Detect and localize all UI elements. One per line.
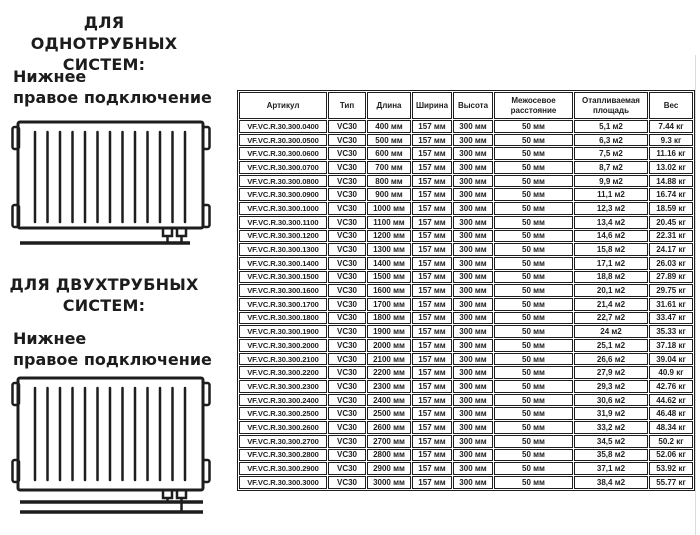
cell-length: 400 мм [367,120,411,133]
cell-length: 1600 мм [367,284,411,297]
cell-weight: 27.89 кг [649,271,693,284]
cell-type: VC30 [328,380,366,393]
cell-width: 157 мм [412,449,452,462]
cell-axis-distance: 50 мм [494,449,573,462]
header-height: Высота [453,92,493,119]
cell-weight: 35.33 кг [649,325,693,338]
cell-article: VF.VC.R.30.300.1600 [239,284,327,297]
cell-type: VC30 [328,435,366,448]
cell-axis-distance: 50 мм [494,366,573,379]
cell-type: VC30 [328,421,366,434]
cell-width: 157 мм [412,257,452,270]
cell-type: VC30 [328,134,366,147]
cell-weight: 29.75 кг [649,284,693,297]
table-row [239,230,693,243]
cell-type: VC30 [328,325,366,338]
table-row [239,325,693,338]
cell-height: 300 мм [453,284,493,297]
cell-length: 2200 мм [367,366,411,379]
cell-height: 300 мм [453,271,493,284]
cell-width: 157 мм [412,353,452,366]
section2-title [8,274,200,316]
cell-length: 3000 мм [367,476,411,489]
table-row [239,271,693,284]
cell-length: 1000 мм [367,202,411,215]
table-row [239,284,693,297]
cell-article: VF.VC.R.30.300.2100 [239,353,327,366]
cell-length: 1300 мм [367,243,411,256]
cell-article: VF.VC.R.30.300.1500 [239,271,327,284]
cell-height: 300 мм [453,175,493,188]
cell-heated-area: 17,1 м2 [574,257,648,270]
cell-width: 157 мм [412,312,452,325]
cell-article: VF.VC.R.30.300.2300 [239,380,327,393]
cell-heated-area: 18,8 м2 [574,271,648,284]
cell-length: 2700 мм [367,435,411,448]
cell-heated-area: 38,4 м2 [574,476,648,489]
cell-length: 2100 мм [367,353,411,366]
cell-article: VF.VC.R.30.300.2600 [239,421,327,434]
cell-weight: 42.76 кг [649,380,693,393]
table-row [239,175,693,188]
cell-axis-distance: 50 мм [494,312,573,325]
cell-height: 300 мм [453,147,493,160]
table-row [239,243,693,256]
cell-length: 1200 мм [367,230,411,243]
cell-article: VF.VC.R.30.300.1700 [239,298,327,311]
cell-width: 157 мм [412,476,452,489]
cell-weight: 48.34 кг [649,421,693,434]
cell-height: 300 мм [453,312,493,325]
cell-type: VC30 [328,339,366,352]
cell-article: VF.VC.R.30.300.0400 [239,120,327,133]
cell-height: 300 мм [453,353,493,366]
cell-weight: 46.48 кг [649,407,693,420]
table-row [239,147,693,160]
table-row [239,380,693,393]
cell-length: 1100 мм [367,216,411,229]
cell-weight: 9.3 кг [649,134,693,147]
cell-axis-distance: 50 мм [494,435,573,448]
cell-width: 157 мм [412,462,452,475]
section2-connection-line2: правое подключение [13,350,212,369]
cell-axis-distance: 50 мм [494,216,573,229]
cell-axis-distance: 50 мм [494,380,573,393]
radiator-two-pipe-diagram [10,374,215,519]
section1-title-line2: СИСТЕМ: [62,55,146,74]
cell-width: 157 мм [412,202,452,215]
cell-type: VC30 [328,257,366,270]
specs-table-container [237,90,693,491]
cell-article: VF.VC.R.30.300.1400 [239,257,327,270]
cell-width: 157 мм [412,120,452,133]
cell-heated-area: 11,1 м2 [574,188,648,201]
cell-height: 300 мм [453,188,493,201]
cell-type: VC30 [328,462,366,475]
cell-article: VF.VC.R.30.300.0800 [239,175,327,188]
cell-type: VC30 [328,202,366,215]
cell-width: 157 мм [412,230,452,243]
cell-article: VF.VC.R.30.300.0700 [239,161,327,174]
cell-axis-distance: 50 мм [494,147,573,160]
cell-heated-area: 6,3 м2 [574,134,648,147]
header-heated-area: Отапливаемая площадь [574,92,648,119]
cell-width: 157 мм [412,188,452,201]
cell-heated-area: 5,1 м2 [574,120,648,133]
cell-length: 900 мм [367,188,411,201]
left-panel [0,0,232,535]
cell-type: VC30 [328,449,366,462]
cell-article: VF.VC.R.30.300.0600 [239,147,327,160]
cell-axis-distance: 50 мм [494,284,573,297]
header-width: Ширина [412,92,452,119]
cell-article: VF.VC.R.30.300.1300 [239,243,327,256]
section2-connection-label [13,328,212,370]
cell-axis-distance: 50 мм [494,202,573,215]
cell-article: VF.VC.R.30.300.0500 [239,134,327,147]
header-axis-distance: Межосевое расстояние [494,92,573,119]
cell-axis-distance: 50 мм [494,188,573,201]
cell-article: VF.VC.R.30.300.2400 [239,394,327,407]
cell-width: 157 мм [412,366,452,379]
cell-weight: 7.44 кг [649,120,693,133]
cell-weight: 31.61 кг [649,298,693,311]
cell-height: 300 мм [453,394,493,407]
cell-heated-area: 13,4 м2 [574,216,648,229]
cell-type: VC30 [328,161,366,174]
cell-weight: 16.74 кг [649,188,693,201]
section1-connection-line2: правое подключение [13,88,212,107]
header-weight: Вес [649,92,693,119]
cell-type: VC30 [328,216,366,229]
cell-axis-distance: 50 мм [494,462,573,475]
cell-article: VF.VC.R.30.300.1800 [239,312,327,325]
cell-height: 300 мм [453,161,493,174]
cell-width: 157 мм [412,216,452,229]
cell-weight: 50.2 кг [649,435,693,448]
cell-height: 300 мм [453,120,493,133]
cell-article: VF.VC.R.30.300.1900 [239,325,327,338]
cell-weight: 26.03 кг [649,257,693,270]
cell-length: 500 мм [367,134,411,147]
section2-title-line2: СИСТЕМ: [62,296,146,315]
cell-width: 157 мм [412,435,452,448]
cell-weight: 24.17 кг [649,243,693,256]
cell-width: 157 мм [412,161,452,174]
cell-length: 1700 мм [367,298,411,311]
cell-heated-area: 7,5 м2 [574,147,648,160]
table-row [239,202,693,215]
cell-heated-area: 22,7 м2 [574,312,648,325]
cell-type: VC30 [328,230,366,243]
cell-article: VF.VC.R.30.300.2900 [239,462,327,475]
cell-length: 1900 мм [367,325,411,338]
cell-weight: 33.47 кг [649,312,693,325]
cell-length: 2000 мм [367,339,411,352]
cell-type: VC30 [328,394,366,407]
section1-title-line1: ДЛЯ ОДНОТРУБНЫХ [30,13,178,53]
cell-axis-distance: 50 мм [494,325,573,338]
cell-axis-distance: 50 мм [494,298,573,311]
cell-axis-distance: 50 мм [494,120,573,133]
cell-width: 157 мм [412,284,452,297]
cell-type: VC30 [328,271,366,284]
cell-weight: 44.62 кг [649,394,693,407]
cell-heated-area: 21,4 м2 [574,298,648,311]
cell-height: 300 мм [453,407,493,420]
table-row [239,339,693,352]
cell-type: VC30 [328,284,366,297]
cell-length: 600 мм [367,147,411,160]
cell-heated-area: 24 м2 [574,325,648,338]
cell-weight: 22.31 кг [649,230,693,243]
table-row [239,298,693,311]
cell-length: 2800 мм [367,449,411,462]
cell-type: VC30 [328,147,366,160]
table-row [239,312,693,325]
cell-height: 300 мм [453,230,493,243]
cell-height: 300 мм [453,325,493,338]
cell-heated-area: 15,8 м2 [574,243,648,256]
radiator-single-pipe-diagram [10,110,215,250]
cell-weight: 40.9 кг [649,366,693,379]
cell-length: 1800 мм [367,312,411,325]
cell-type: VC30 [328,407,366,420]
cell-heated-area: 34,5 м2 [574,435,648,448]
table-row [239,476,693,489]
cell-type: VC30 [328,366,366,379]
cell-axis-distance: 50 мм [494,476,573,489]
cell-height: 300 мм [453,202,493,215]
cell-length: 1500 мм [367,271,411,284]
table-row [239,353,693,366]
cell-type: VC30 [328,120,366,133]
cell-height: 300 мм [453,476,493,489]
cell-heated-area: 31,9 м2 [574,407,648,420]
cell-axis-distance: 50 мм [494,407,573,420]
cell-height: 300 мм [453,257,493,270]
cell-heated-area: 9,9 м2 [574,175,648,188]
cell-height: 300 мм [453,134,493,147]
table-row [239,366,693,379]
cell-axis-distance: 50 мм [494,175,573,188]
cell-length: 2500 мм [367,407,411,420]
cell-heated-area: 20,1 м2 [574,284,648,297]
cell-article: VF.VC.R.30.300.1000 [239,202,327,215]
cell-weight: 11.16 кг [649,147,693,160]
cell-height: 300 мм [453,298,493,311]
cell-height: 300 мм [453,339,493,352]
cell-width: 157 мм [412,339,452,352]
cell-width: 157 мм [412,147,452,160]
page-edge-line [695,55,696,535]
cell-heated-area: 27,9 м2 [574,366,648,379]
cell-axis-distance: 50 мм [494,339,573,352]
cell-type: VC30 [328,188,366,201]
cell-heated-area: 14,6 м2 [574,230,648,243]
table-row [239,407,693,420]
cell-axis-distance: 50 мм [494,243,573,256]
section1-connection-label [13,66,212,108]
header-row [239,92,693,119]
cell-height: 300 мм [453,462,493,475]
cell-heated-area: 29,3 м2 [574,380,648,393]
cell-heated-area: 12,3 м2 [574,202,648,215]
cell-weight: 55.77 кг [649,476,693,489]
table-row [239,216,693,229]
cell-height: 300 мм [453,380,493,393]
cell-axis-distance: 50 мм [494,421,573,434]
header-length: Длина [367,92,411,119]
cell-article: VF.VC.R.30.300.2000 [239,339,327,352]
cell-width: 157 мм [412,271,452,284]
cell-weight: 18.59 кг [649,202,693,215]
table-row [239,394,693,407]
cell-length: 700 мм [367,161,411,174]
cell-axis-distance: 50 мм [494,161,573,174]
cell-width: 157 мм [412,407,452,420]
cell-heated-area: 8,7 м2 [574,161,648,174]
section1-connection-line1: Нижнее [13,67,87,86]
cell-article: VF.VC.R.30.300.2700 [239,435,327,448]
cell-type: VC30 [328,175,366,188]
table-row [239,188,693,201]
cell-height: 300 мм [453,449,493,462]
cell-weight: 52.06 кг [649,449,693,462]
cell-length: 2300 мм [367,380,411,393]
cell-heated-area: 26,6 м2 [574,353,648,366]
cell-height: 300 мм [453,435,493,448]
cell-width: 157 мм [412,325,452,338]
cell-axis-distance: 50 мм [494,271,573,284]
table-row [239,449,693,462]
cell-height: 300 мм [453,421,493,434]
cell-weight: 14.88 кг [649,175,693,188]
cell-axis-distance: 50 мм [494,134,573,147]
cell-width: 157 мм [412,175,452,188]
cell-article: VF.VC.R.30.300.3000 [239,476,327,489]
cell-height: 300 мм [453,366,493,379]
cell-weight: 39.04 кг [649,353,693,366]
table-row [239,421,693,434]
cell-type: VC30 [328,243,366,256]
cell-weight: 37.18 кг [649,339,693,352]
cell-width: 157 мм [412,394,452,407]
table-row [239,435,693,448]
cell-article: VF.VC.R.30.300.0900 [239,188,327,201]
header-type: Тип [328,92,366,119]
table-row [239,462,693,475]
cell-width: 157 мм [412,134,452,147]
cell-height: 300 мм [453,216,493,229]
cell-article: VF.VC.R.30.300.2800 [239,449,327,462]
cell-width: 157 мм [412,380,452,393]
cell-width: 157 мм [412,243,452,256]
table-row [239,257,693,270]
cell-axis-distance: 50 мм [494,230,573,243]
cell-length: 2600 мм [367,421,411,434]
cell-weight: 20.45 кг [649,216,693,229]
cell-article: VF.VC.R.30.300.2500 [239,407,327,420]
section2-title-line1: ДЛЯ ДВУХТРУБНЫХ [9,275,199,294]
header-article: Артикул [239,92,327,119]
table-row [239,120,693,133]
cell-axis-distance: 50 мм [494,394,573,407]
cell-height: 300 мм [453,243,493,256]
cell-type: VC30 [328,476,366,489]
cell-length: 2900 мм [367,462,411,475]
table-row [239,134,693,147]
cell-heated-area: 33,2 м2 [574,421,648,434]
cell-type: VC30 [328,353,366,366]
cell-axis-distance: 50 мм [494,353,573,366]
cell-article: VF.VC.R.30.300.2200 [239,366,327,379]
cell-heated-area: 37,1 м2 [574,462,648,475]
cell-length: 800 мм [367,175,411,188]
cell-axis-distance: 50 мм [494,257,573,270]
cell-heated-area: 30,6 м2 [574,394,648,407]
cell-width: 157 мм [412,298,452,311]
cell-width: 157 мм [412,421,452,434]
table-row [239,161,693,174]
cell-heated-area: 35,8 м2 [574,449,648,462]
cell-length: 2400 мм [367,394,411,407]
cell-type: VC30 [328,298,366,311]
cell-length: 1400 мм [367,257,411,270]
cell-weight: 13.02 кг [649,161,693,174]
cell-article: VF.VC.R.30.300.1200 [239,230,327,243]
cell-heated-area: 25,1 м2 [574,339,648,352]
specs-table [237,90,695,491]
cell-type: VC30 [328,312,366,325]
cell-weight: 53.92 кг [649,462,693,475]
section2-connection-line1: Нижнее [13,329,87,348]
cell-article: VF.VC.R.30.300.1100 [239,216,327,229]
